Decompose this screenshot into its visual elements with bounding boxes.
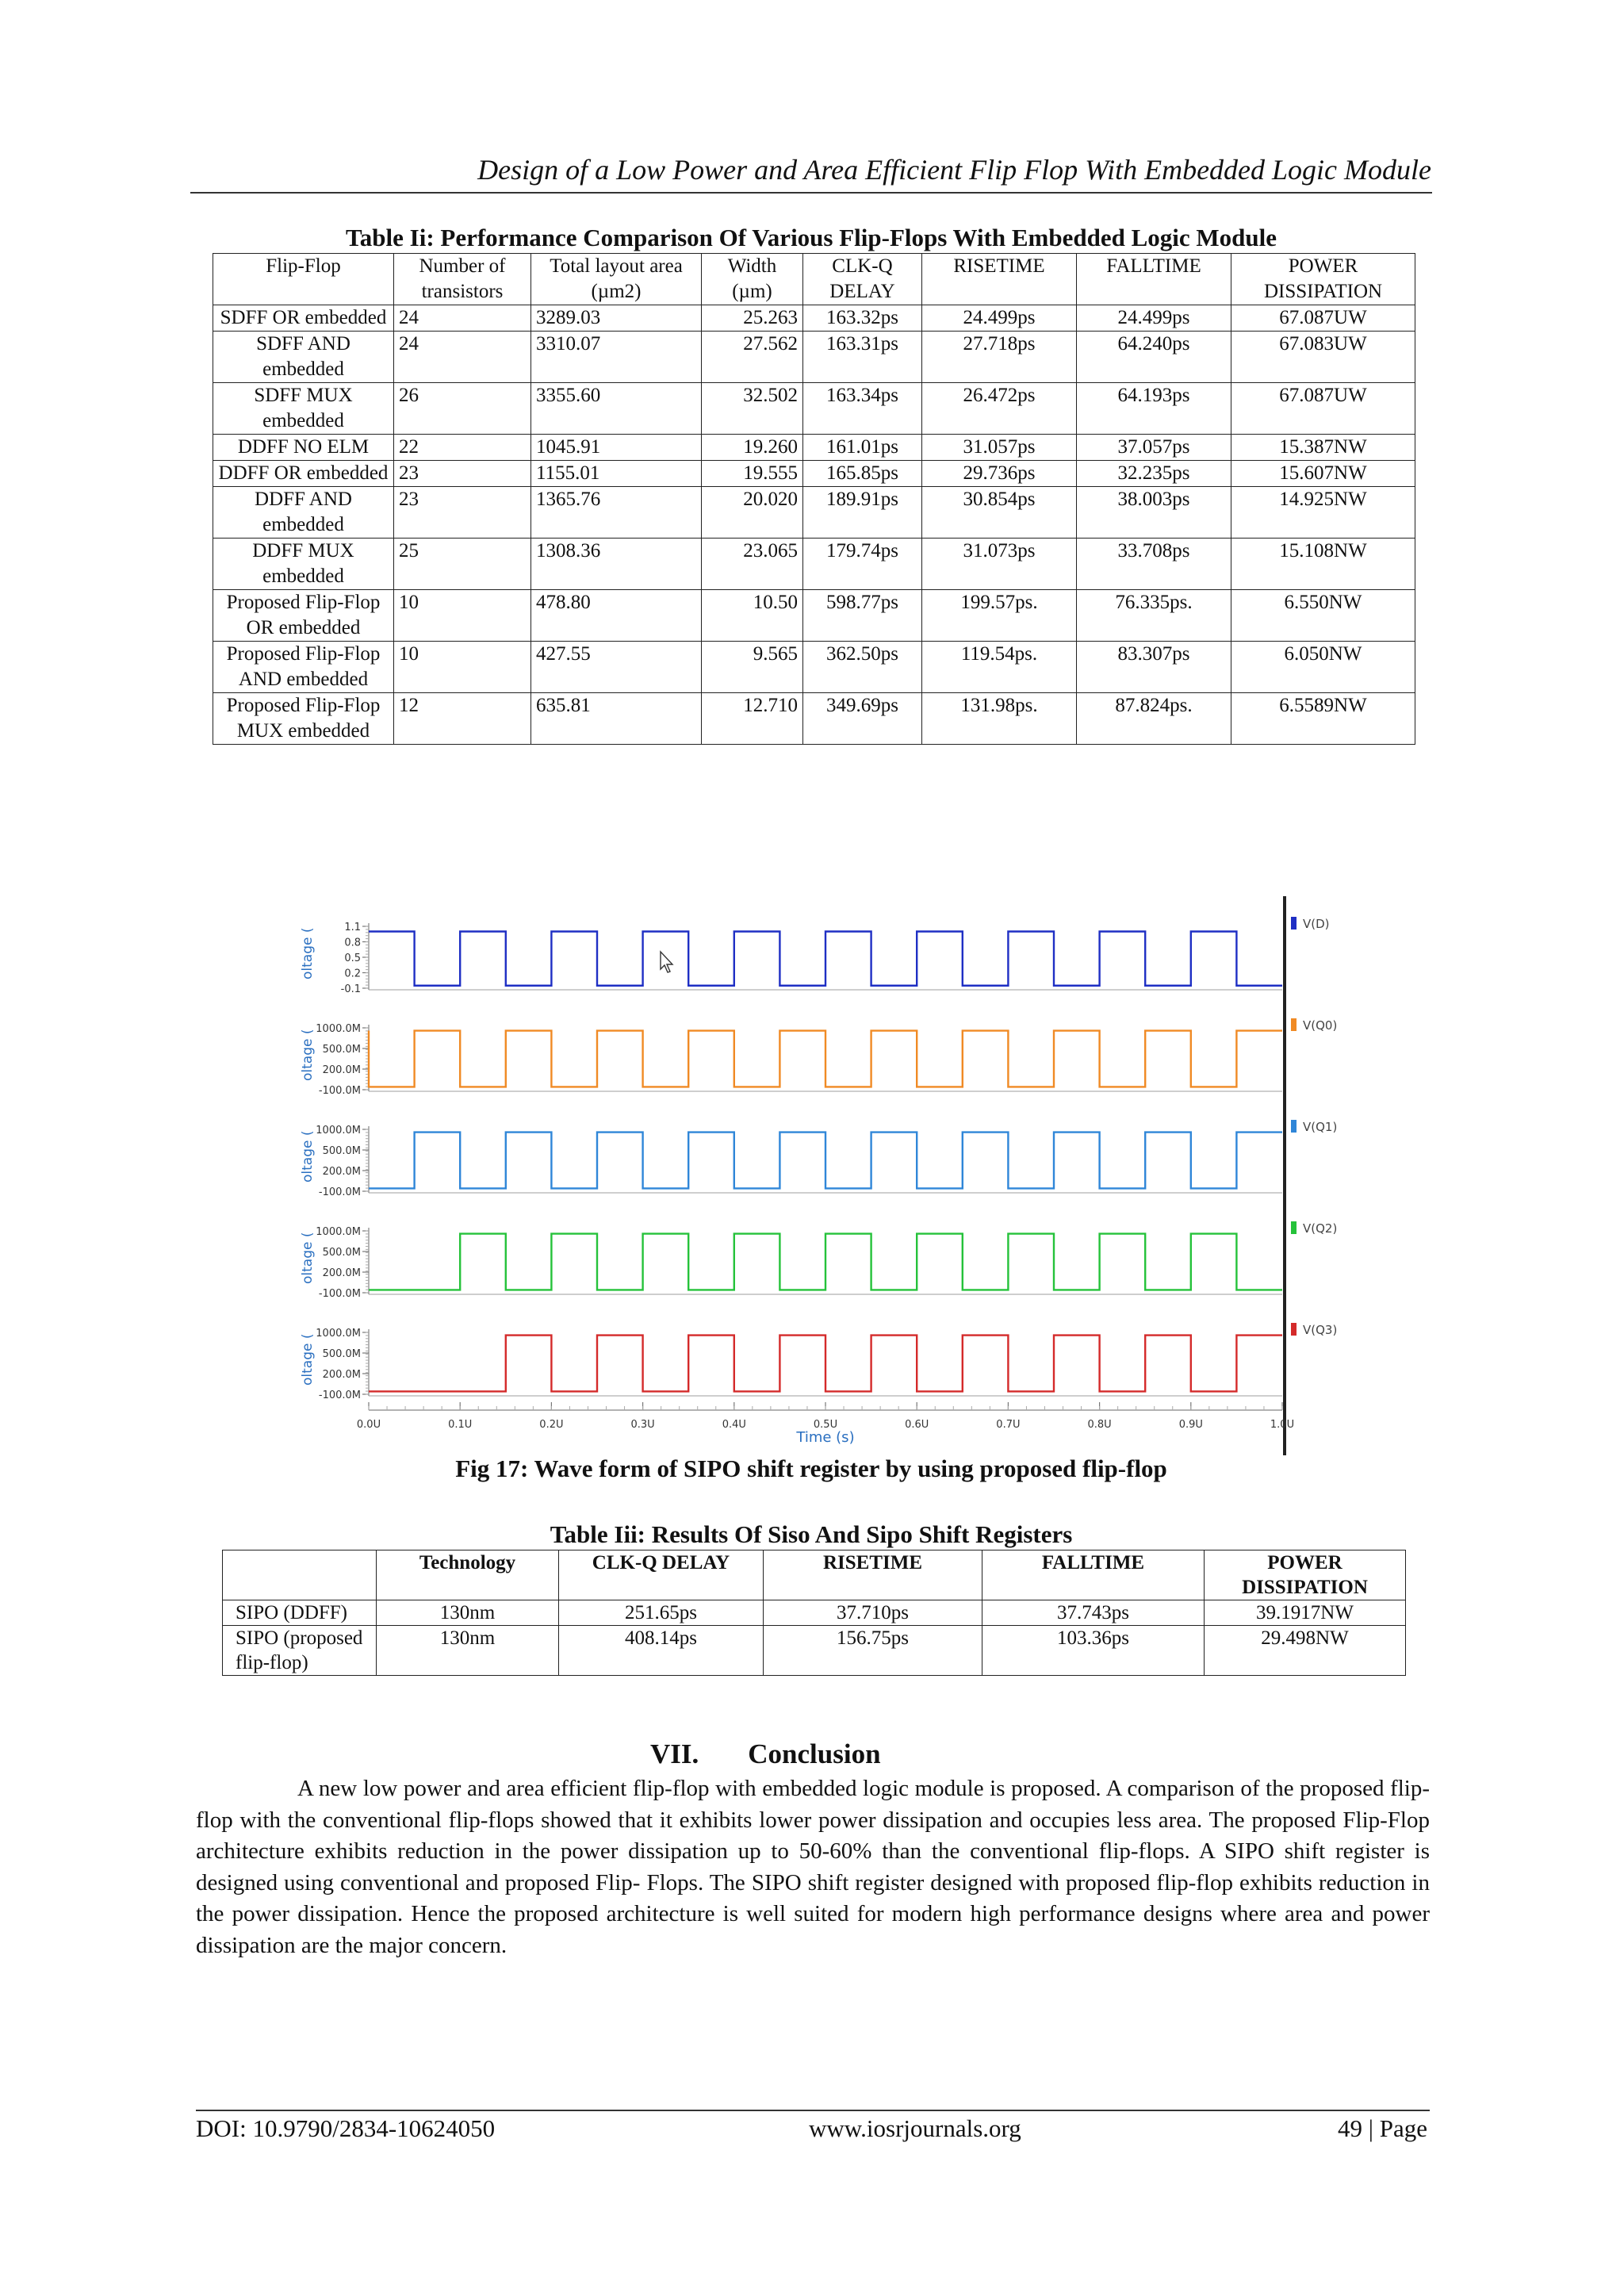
table2-cell: 23: [394, 487, 531, 539]
table2-cell: 15.607NW: [1231, 461, 1415, 487]
x-tick-label: 0.4U: [722, 1419, 746, 1431]
table2-row: [213, 487, 1415, 539]
y-tick-label: 500.0M: [322, 1044, 361, 1056]
table2-row: [213, 435, 1415, 461]
table2-cell: 19.260: [702, 435, 803, 461]
footer-rule: [196, 2110, 1430, 2111]
table2-cell: 76.335ps.: [1077, 590, 1231, 642]
table2: [213, 253, 1415, 745]
table2-cell: 25.263: [702, 305, 803, 332]
section-heading: [650, 1737, 967, 1772]
table2-cell: 67.087UW: [1231, 383, 1415, 435]
y-tick-label: 0.2: [344, 968, 361, 980]
table2-cell: 199.57ps.: [922, 590, 1077, 642]
table2-cell: DDFF NO ELM: [213, 435, 394, 461]
table2-cell: 3310.07: [531, 332, 702, 383]
table3-header-cell: FALLTIME: [982, 1550, 1205, 1600]
x-tick-label: 1.0U: [1270, 1419, 1295, 1431]
x-tick-label: 0.5U: [813, 1419, 838, 1431]
waveform-vq3: [369, 1336, 1282, 1392]
table2-cell: 6.5589NW: [1231, 693, 1415, 745]
legend-swatch: [1291, 1221, 1297, 1234]
x-axis-title: Time (s): [796, 1429, 855, 1446]
table2-cell: 32.235ps: [1077, 461, 1231, 487]
table2-cell: 25: [394, 539, 531, 590]
table2-cell: 24: [394, 305, 531, 332]
waveform-vd: [369, 932, 1282, 986]
table2-cell: DDFF AND embedded: [213, 487, 394, 539]
table2-cell: 19.555: [702, 461, 803, 487]
table2-cell: DDFF OR embedded: [213, 461, 394, 487]
y-tick-label: 1000.0M: [316, 1023, 361, 1035]
table3-header-cell: RISETIME: [764, 1550, 982, 1600]
table3-cell: 156.75ps: [764, 1626, 982, 1676]
table2-cell: 3289.03: [531, 305, 702, 332]
table2-cell: 161.01ps: [803, 435, 922, 461]
table2-cell: 87.824ps.: [1077, 693, 1231, 745]
table2-cell: 163.31ps: [803, 332, 922, 383]
table3-header-row: [223, 1550, 1406, 1600]
table2-row: [213, 693, 1415, 745]
table3-header-cell: Technology: [377, 1550, 559, 1600]
table2-cell: 1045.91: [531, 435, 702, 461]
legend-label: V(Q1): [1303, 1120, 1338, 1134]
x-tick-label: 0.7U: [996, 1419, 1021, 1431]
table2-cell: Proposed Flip-Flop OR embedded: [213, 590, 394, 642]
y-axis-title: oltage (: [300, 1333, 316, 1386]
table2-cell: 14.925NW: [1231, 487, 1415, 539]
table2-cell: 37.057ps: [1077, 435, 1231, 461]
y-tick-label: 0.8: [344, 937, 361, 949]
table3-cell: 251.65ps: [559, 1600, 764, 1626]
table2-cell: 163.34ps: [803, 383, 922, 435]
section-title: Conclusion: [748, 1738, 881, 1769]
y-axis-title: oltage (: [300, 1029, 316, 1081]
y-axis-title: oltage (: [300, 1232, 316, 1284]
waveform-vq0: [369, 1031, 1282, 1087]
y-tick-label: 500.0M: [322, 1145, 361, 1157]
table2-cell: 29.736ps: [922, 461, 1077, 487]
table2-cell: 24.499ps: [922, 305, 1077, 332]
table2-cell: 3355.60: [531, 383, 702, 435]
table2-cell: 189.91ps: [803, 487, 922, 539]
table3-cell: 130nm: [377, 1600, 559, 1626]
table2-row: [213, 539, 1415, 590]
table3-header-cell: CLK-Q DELAY: [559, 1550, 764, 1600]
table3-cell: 29.498NW: [1205, 1626, 1406, 1676]
table2-cell: 27.562: [702, 332, 803, 383]
table2-cell: 26: [394, 383, 531, 435]
y-tick-label: 0.5: [344, 953, 361, 964]
table3-cell: 130nm: [377, 1626, 559, 1676]
table2-cell: 9.565: [702, 642, 803, 693]
legend-swatch: [1291, 1120, 1297, 1133]
running-header: Design of a Low Power and Area Efficient Flip Flop With Embedded Logic Module: [477, 154, 1431, 186]
table2-cell: 27.718ps: [922, 332, 1077, 383]
conclusion-paragraph: A new low power and area efficient flip-flop with embedded logic module is proposed. A comparison of the proposed flip-flop with the conventional flip-flops showed that it exhibits lower power dissipation and occupies less area. The proposed Flip-Flop architecture exhibits reduction in the power dissipation up to 50-60% than the conventional flip-flops. A SIPO shift register is designed using conventional and proposed Flip- Flops. The SIPO shift register designed with proposed flip-flop exhibits reduction in the power dissipation. Hence the proposed architecture is well suited for modern high performance designs where area and power dissipation are the major concern.: [196, 1776, 1430, 1958]
table2-cell: 1365.76: [531, 487, 702, 539]
y-tick-label: 1000.0M: [316, 1125, 361, 1137]
footer-doi: DOI: 10.9790/2834-10624050: [196, 2114, 496, 2142]
y-tick-label: 1000.0M: [316, 1328, 361, 1340]
table2-cell: 64.193ps: [1077, 383, 1231, 435]
y-tick-label: 1000.0M: [316, 1226, 361, 1238]
table2-header-cell: Width (µm): [702, 254, 803, 305]
y-tick-label: -100.0M: [318, 1288, 361, 1300]
table2-cell: Proposed Flip-Flop MUX embedded: [213, 693, 394, 745]
waveform-chart: [282, 896, 1338, 1455]
y-tick-label: 200.0M: [322, 1166, 361, 1178]
legend-label: V(Q0): [1303, 1018, 1338, 1033]
table2-cell: 12.710: [702, 693, 803, 745]
y-tick-label: -0.1: [340, 983, 361, 995]
x-tick-label: 0.2U: [539, 1419, 564, 1431]
table3-cell: 408.14ps: [559, 1626, 764, 1676]
table2-cell: 23: [394, 461, 531, 487]
table2-header-cell: Total layout area (µm2): [531, 254, 702, 305]
table2-cell: 179.74ps: [803, 539, 922, 590]
table2-cell: 38.003ps: [1077, 487, 1231, 539]
table2-cell: 20.020: [702, 487, 803, 539]
table2-cell: 427.55: [531, 642, 702, 693]
conclusion-text: [196, 1773, 1430, 1961]
y-tick-label: 500.0M: [322, 1348, 361, 1360]
table2-cell: 26.472ps: [922, 383, 1077, 435]
y-tick-label: 1.1: [344, 922, 361, 933]
table3-cell: 103.36ps: [982, 1626, 1205, 1676]
table2-cell: 24.499ps: [1077, 305, 1231, 332]
cursor-icon: [661, 952, 672, 972]
table2-caption: Table Ii: Performance Comparison Of Various Flip-Flops With Embedded Logic Module: [345, 224, 1277, 251]
table2-cell: 10: [394, 642, 531, 693]
legend-label: V(Q3): [1303, 1323, 1338, 1337]
table2-cell: 30.854ps: [922, 487, 1077, 539]
y-tick-label: -100.0M: [318, 1085, 361, 1097]
y-tick-label: 200.0M: [322, 1369, 361, 1381]
table3-header-cell: POWER DISSIPATION: [1205, 1550, 1406, 1600]
table2-cell: 32.502: [702, 383, 803, 435]
legend-label: V(D): [1303, 917, 1330, 931]
table2-cell: 10: [394, 590, 531, 642]
table3-caption: Table Iii: Results Of Siso And Sipo Shift Registers: [550, 1520, 1073, 1548]
table2-row: [213, 383, 1415, 435]
table2-cell: 22: [394, 435, 531, 461]
table2-header-cell: FALLTIME: [1077, 254, 1231, 305]
x-tick-label: 0.0U: [356, 1419, 381, 1431]
table2-cell: 23.065: [702, 539, 803, 590]
table2-cell: 31.057ps: [922, 435, 1077, 461]
x-tick-label: 0.1U: [448, 1419, 473, 1431]
footer-page-number: 49 | Page: [1338, 2114, 1427, 2142]
y-axis-title: oltage (: [300, 1130, 316, 1182]
table2-cell: 165.85ps: [803, 461, 922, 487]
legend-label: V(Q2): [1303, 1221, 1338, 1236]
table2-cell: DDFF MUX embedded: [213, 539, 394, 590]
table2-header-cell: Flip-Flop: [213, 254, 394, 305]
table2-cell: 24: [394, 332, 531, 383]
table2-cell: 349.69ps: [803, 693, 922, 745]
y-tick-label: 500.0M: [322, 1247, 361, 1259]
table2-row: [213, 642, 1415, 693]
legend-swatch: [1291, 917, 1297, 930]
table2-cell: 163.32ps: [803, 305, 922, 332]
footer-website: www.iosrjournals.org: [809, 2114, 1021, 2142]
waveform-vq2: [369, 1234, 1282, 1290]
table2-cell: 6.550NW: [1231, 590, 1415, 642]
table3-row: [223, 1626, 1406, 1676]
y-tick-label: -100.0M: [318, 1389, 361, 1401]
table3-cell: 37.710ps: [764, 1600, 982, 1626]
x-tick-label: 0.8U: [1087, 1419, 1112, 1431]
section-number: VII.: [650, 1738, 699, 1769]
table2-header-cell: Number of transistors: [394, 254, 531, 305]
table2-cell: 15.108NW: [1231, 539, 1415, 590]
table2-cell: Proposed Flip-Flop AND embedded: [213, 642, 394, 693]
table2-cell: SDFF MUX embedded: [213, 383, 394, 435]
table3-cell: SIPO (proposed flip-flop): [223, 1626, 377, 1676]
y-axis-title: oltage (: [300, 927, 316, 979]
table2-row: [213, 305, 1415, 332]
table2-row: [213, 332, 1415, 383]
waveform-svg: [282, 896, 1338, 1455]
table2-cell: 6.050NW: [1231, 642, 1415, 693]
table3-cell: 39.1917NW: [1205, 1600, 1406, 1626]
table2-cell: 67.083UW: [1231, 332, 1415, 383]
table3-row: [223, 1600, 1406, 1626]
table3: [222, 1550, 1406, 1676]
table2-header-cell: POWER DISSIPATION: [1231, 254, 1415, 305]
table2-header-cell: RISETIME: [922, 254, 1077, 305]
table2-cell: 67.087UW: [1231, 305, 1415, 332]
table2-cell: 598.77ps: [803, 590, 922, 642]
table2-cell: SDFF OR embedded: [213, 305, 394, 332]
x-tick-label: 0.6U: [905, 1419, 929, 1431]
y-tick-label: 200.0M: [322, 1064, 361, 1076]
legend-swatch: [1291, 1323, 1297, 1336]
table2-cell: 1155.01: [531, 461, 702, 487]
y-tick-label: -100.0M: [318, 1186, 361, 1198]
table2-cell: 64.240ps: [1077, 332, 1231, 383]
header-rule: [190, 192, 1432, 194]
table2-cell: 478.80: [531, 590, 702, 642]
figure-caption: Fig 17: Wave form of SIPO shift register by using proposed flip-flop: [455, 1455, 1167, 1482]
legend-swatch: [1291, 1018, 1297, 1031]
table2-row: [213, 461, 1415, 487]
table3-header-cell: [223, 1550, 377, 1600]
table2-cell: 12: [394, 693, 531, 745]
table2-cell: SDFF AND embedded: [213, 332, 394, 383]
table2-cell: 635.81: [531, 693, 702, 745]
table2-cell: 33.708ps: [1077, 539, 1231, 590]
table2-cell: 83.307ps: [1077, 642, 1231, 693]
table2-cell: 31.073ps: [922, 539, 1077, 590]
waveform-vq1: [369, 1133, 1282, 1189]
table2-cell: 131.98ps.: [922, 693, 1077, 745]
x-tick-label: 0.9U: [1178, 1419, 1203, 1431]
x-tick-label: 0.3U: [630, 1419, 655, 1431]
table2-cell: 15.387NW: [1231, 435, 1415, 461]
table2-cell: 119.54ps.: [922, 642, 1077, 693]
y-tick-label: 200.0M: [322, 1267, 361, 1279]
table2-cell: 1308.36: [531, 539, 702, 590]
table3-cell: SIPO (DDFF): [223, 1600, 377, 1626]
table2-row: [213, 590, 1415, 642]
table2-cell: 10.50: [702, 590, 803, 642]
table2-cell: 362.50ps: [803, 642, 922, 693]
table2-header-row: [213, 254, 1415, 305]
table3-cell: 37.743ps: [982, 1600, 1205, 1626]
table2-header-cell: CLK-Q DELAY: [803, 254, 922, 305]
